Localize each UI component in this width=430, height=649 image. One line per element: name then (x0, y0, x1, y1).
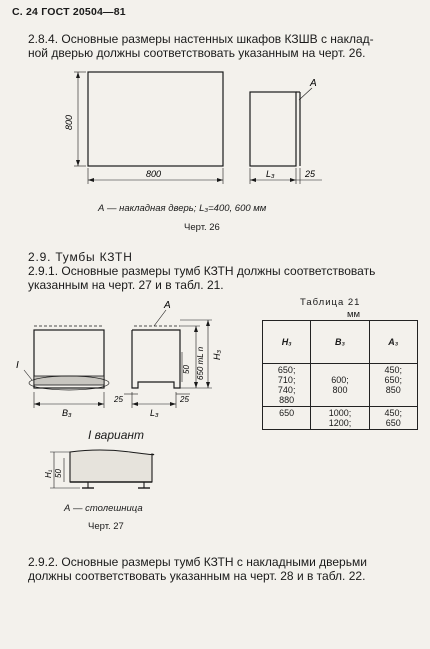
figure-26-legend: А — накладная дверь; L₃=400, 600 мм (98, 203, 267, 214)
figure-26-drawing (60, 70, 360, 200)
dim-l3-label: L₃ (266, 169, 275, 179)
cabinet-front-outline (88, 72, 223, 166)
variant-i-detail (40, 444, 170, 496)
table-header-row (263, 321, 418, 364)
section-heading-2-9: 2.9. Тумбы КЗТН (28, 250, 133, 264)
paragraph-2-8-4 (28, 32, 422, 60)
table-cell: 450; 650; 850 (369, 364, 417, 407)
countertop-section (70, 450, 154, 482)
paragraph-line: ной дверью должны соответствовать указанным на черт. 26. (28, 46, 366, 60)
paragraph-line: должны соответствовать указанным на черт. 28 и в табл. 22. (28, 569, 366, 583)
dim-650-label: 650 mL n (196, 346, 205, 380)
figure-26-caption: Черт. 26 (184, 222, 220, 233)
table-cell: 1000; 1200; (311, 407, 369, 430)
table-cell: 600; 800 (311, 364, 369, 407)
tumba-side-outline (132, 330, 180, 388)
paragraph-line: указанным на черт. 27 и в табл. 21. (28, 278, 224, 292)
dim-l3-label: L₃ (150, 408, 159, 418)
table-cell: 450; 650 (369, 407, 417, 430)
table-21 (262, 320, 418, 430)
table-row (263, 407, 418, 430)
paragraph-line: 2.9.2. Основные размеры тумб КЗТН с накладными дверьми (28, 555, 367, 569)
paragraph-2-9-2 (28, 555, 422, 583)
paragraph-line: 2.8.4. Основные размеры настенных шкафов КЗШВ с наклад- (28, 32, 374, 46)
paragraph-line: 2.9.1. Основные размеры тумб КЗТН должны соответствовать (28, 264, 376, 278)
figure-27-legend: А — столешница (64, 503, 143, 514)
table-21-title: Таблица 21 (300, 297, 361, 308)
paragraph-2-9-1 (28, 264, 422, 292)
table-header-b3: B₃ (311, 321, 369, 364)
table-row (263, 364, 418, 407)
dim-25-label: 25 (305, 169, 316, 179)
dim-h3-label: H₃ (212, 349, 222, 360)
table-header-h3: H₃ (263, 321, 311, 364)
variant-i-label: I вариант (88, 428, 144, 442)
table-21-unit: мм (347, 309, 361, 320)
dim-25b-label: 25 (180, 395, 189, 404)
figure-27-caption: Черт. 27 (88, 521, 124, 532)
dim-50-label: 50 (182, 365, 191, 374)
label-a: А (310, 78, 317, 89)
figure-27-drawing (14, 296, 244, 426)
dim-h1-label: H₁ (44, 469, 53, 478)
dim-50b-label: 50 (54, 469, 63, 478)
label-a: А (164, 300, 171, 311)
page-header: С. 24 ГОСТ 20504—81 (12, 6, 126, 18)
dim-25a-label: 25 (114, 395, 123, 404)
dim-height-label: 800 (64, 114, 74, 130)
label-i: I (16, 360, 19, 371)
table-cell: 650; 710; 740; 880 (263, 364, 311, 407)
dim-width-label: 800 (146, 169, 162, 179)
table-cell: 650 (263, 407, 311, 430)
cabinet-side-outline (250, 92, 296, 166)
dim-b3-label: B₃ (62, 408, 72, 418)
table-header-a3: A₃ (369, 321, 417, 364)
